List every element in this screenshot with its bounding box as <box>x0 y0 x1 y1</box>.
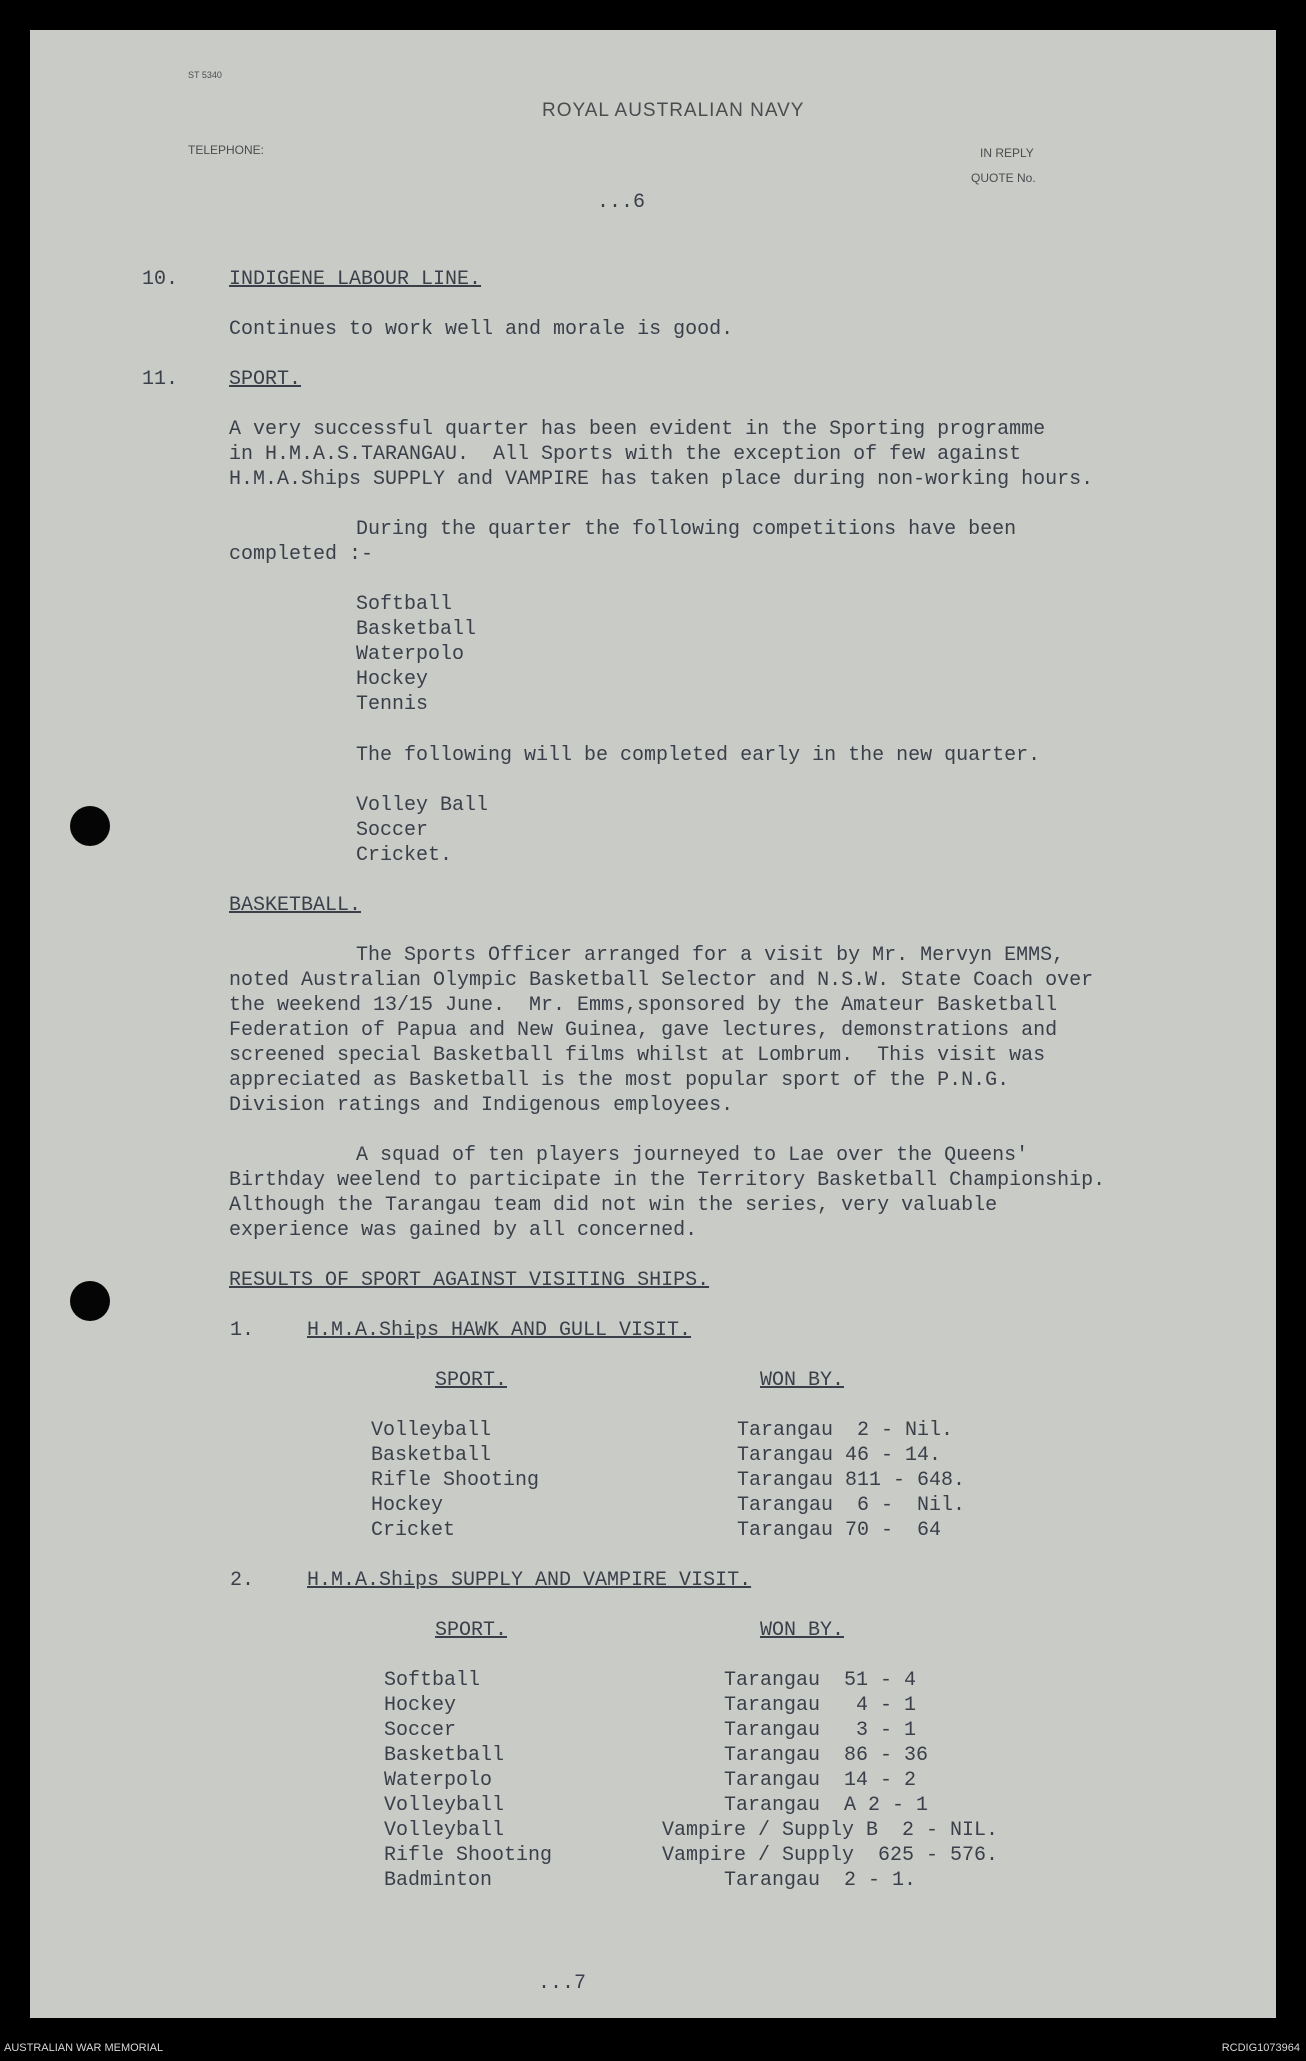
paragraph-line: noted Australian Olympic Basketball Selector and N.S.W. State Coach over <box>229 969 1094 992</box>
section-heading: SPORT. <box>229 368 302 391</box>
form-number: ST 5340 <box>188 70 222 80</box>
table-cell-won: Tarangau 4 - 1 <box>724 1694 917 1717</box>
visit-title: H.M.A.Ships SUPPLY AND VAMPIRE VISIT. <box>307 1569 752 1592</box>
letterhead-quote-no: QUOTE No. <box>971 171 1036 185</box>
paragraph-line: the weekend 13/15 June. Mr. Emms,sponsored by the Amateur Basketball <box>229 994 1058 1017</box>
paragraph-line: Birthday weelend to participate in the Territory Basketball Championship. <box>229 1169 1106 1192</box>
table-cell-sport: Badminton <box>384 1869 493 1892</box>
paragraph-line: The Sports Officer arranged for a visit by Mr. Mervyn EMMS, <box>356 944 1065 967</box>
table-cell-won: Tarangau 2 - Nil. <box>737 1419 954 1442</box>
column-header-won-by: WON BY. <box>760 1619 845 1642</box>
paragraph-line: A squad of ten players journeyed to Lae over the Queens' <box>356 1144 1029 1167</box>
letterhead-in-reply: IN REPLY <box>980 146 1034 160</box>
table-cell-won: Tarangau 14 - 2 <box>724 1769 917 1792</box>
paragraph-line: H.M.A.Ships SUPPLY and VAMPIRE has taken place during non-working hours. <box>229 468 1094 491</box>
table-cell-won: Tarangau 51 - 4 <box>724 1669 917 1692</box>
table-cell-won: Tarangau 2 - 1. <box>724 1869 917 1892</box>
table-cell-sport: Hockey <box>384 1694 457 1717</box>
column-header-won-by: WON BY. <box>760 1369 845 1392</box>
table-cell-sport: Rifle Shooting <box>384 1844 553 1867</box>
list-item: Hockey <box>356 668 429 691</box>
table-cell-sport: Basketball <box>384 1744 505 1767</box>
visit-title: H.M.A.Ships HAWK AND GULL VISIT. <box>307 1319 692 1342</box>
section-heading: INDIGENE LABOUR LINE. <box>229 268 482 291</box>
column-header-sport: SPORT. <box>435 1619 508 1642</box>
paragraph: The following will be completed early in the new quarter. <box>356 744 1041 767</box>
visit-number: 2. <box>230 1569 255 1592</box>
punch-hole <box>70 1281 110 1321</box>
footer-record-id: RCDIG1073964 <box>1221 2042 1300 2054</box>
visit-number: 1. <box>230 1319 255 1342</box>
paragraph-line: Federation of Papua and New Guinea, gave lectures, demonstrations and <box>229 1019 1058 1042</box>
table-cell-sport: Soccer <box>384 1719 457 1742</box>
table-cell-won: Tarangau 6 - Nil. <box>737 1494 966 1517</box>
list-item: Tennis <box>356 693 429 716</box>
list-item: Basketball <box>356 618 477 641</box>
table-cell-won: Tarangau 3 - 1 <box>724 1719 917 1742</box>
paragraph-line: screened special Basketball films whilst at Lombrum. This visit was <box>229 1044 1046 1067</box>
document-page <box>30 30 1276 2018</box>
subsection-heading: BASKETBALL. <box>229 894 362 917</box>
table-cell-won: Tarangau 46 - 14. <box>737 1444 942 1467</box>
list-item: Volley Ball <box>356 794 489 817</box>
footer-archive-name: AUSTRALIAN WAR MEMORIAL <box>4 2042 164 2054</box>
table-cell-sport: Volleyball <box>384 1819 505 1842</box>
paragraph-line: Division ratings and Indigenous employees. <box>229 1094 734 1117</box>
paragraph-line: During the quarter the following competitions have been <box>356 518 1017 541</box>
paragraph-line: completed :- <box>229 543 374 566</box>
table-cell-won: Tarangau A 2 - 1 <box>724 1794 929 1817</box>
table-cell-sport: Rifle Shooting <box>371 1469 540 1492</box>
letterhead-org: ROYAL AUSTRALIAN NAVY <box>542 100 805 121</box>
column-header-sport: SPORT. <box>435 1369 508 1392</box>
paragraph-line: A very successful quarter has been evident in the Sporting programme <box>229 418 1046 441</box>
table-cell-won: Tarangau 70 - 64 <box>737 1519 942 1542</box>
table-cell-won: Vampire / Supply 625 - 576. <box>662 1844 999 1867</box>
letterhead-telephone: TELEPHONE: <box>188 143 265 157</box>
list-item: Soccer <box>356 819 429 842</box>
table-cell-sport: Waterpolo <box>384 1769 493 1792</box>
table-cell-sport: Volleyball <box>384 1794 505 1817</box>
table-cell-won: Tarangau 86 - 36 <box>724 1744 929 1767</box>
paragraph-line: Although the Tarangau team did not win the series, very valuable <box>229 1194 998 1217</box>
table-cell-sport: Volleyball <box>371 1419 492 1442</box>
table-cell-sport: Basketball <box>371 1444 492 1467</box>
page-number: ...6 <box>597 191 646 214</box>
list-item: Waterpolo <box>356 643 465 666</box>
table-cell-sport: Hockey <box>371 1494 444 1517</box>
paragraph-line: in H.M.A.S.TARANGAU. All Sports with the exception of few against <box>229 443 1022 466</box>
table-cell-sport: Softball <box>384 1669 481 1692</box>
punch-hole <box>70 806 110 846</box>
table-cell-won: Vampire / Supply B 2 - NIL. <box>662 1819 999 1842</box>
subsection-heading: RESULTS OF SPORT AGAINST VISITING SHIPS. <box>229 1269 710 1292</box>
list-item: Cricket. <box>356 844 453 867</box>
paragraph-line: appreciated as Basketball is the most popular sport of the P.N.G. <box>229 1069 1010 1092</box>
next-page-marker: ...7 <box>538 1972 587 1995</box>
list-item: Softball <box>356 593 453 616</box>
paragraph-line: experience was gained by all concerned. <box>229 1219 698 1242</box>
table-cell-sport: Cricket <box>371 1519 456 1542</box>
table-cell-won: Tarangau 811 - 648. <box>737 1469 966 1492</box>
paragraph: Continues to work well and morale is good. <box>229 318 734 341</box>
section-number: 11. <box>142 368 179 391</box>
section-number: 10. <box>142 268 179 291</box>
